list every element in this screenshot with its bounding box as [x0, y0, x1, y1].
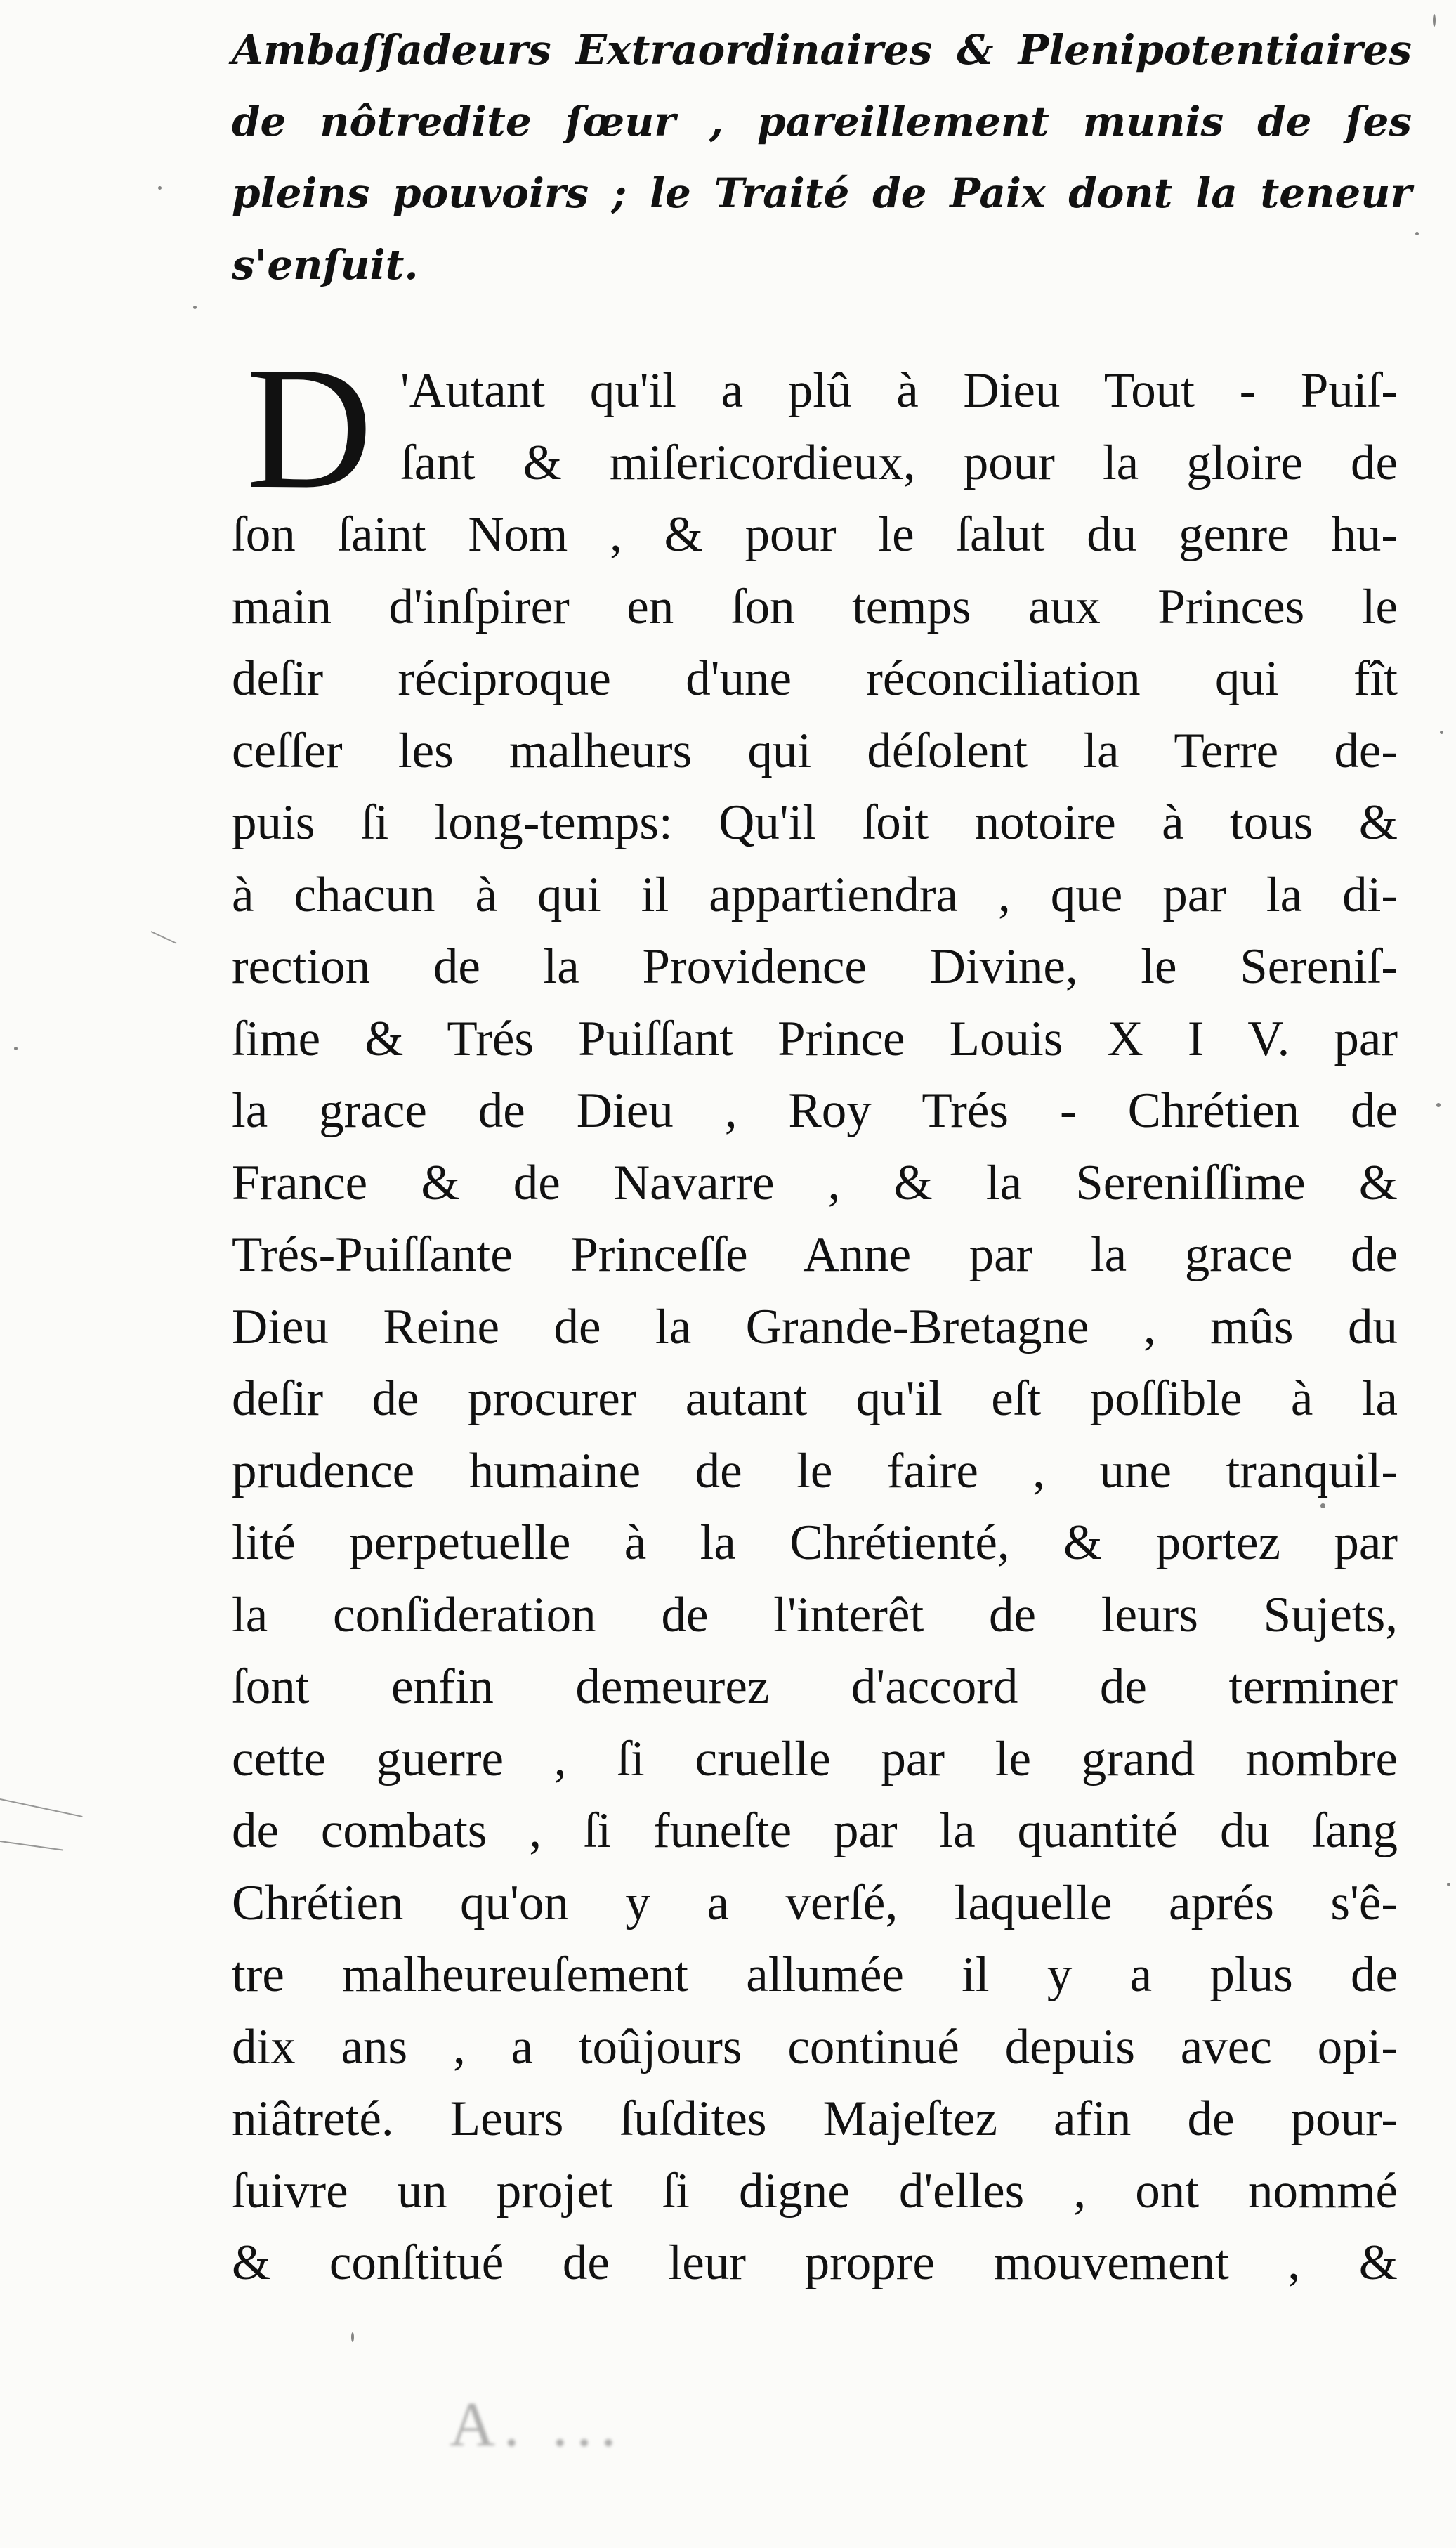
intro-line: pleins pouvoirs ; le Traité de Paix dont la teneur: [232, 169, 1412, 217]
body-line: Dieu Reine de la Grande-Bretagne , mûs du: [232, 1299, 1398, 1354]
body-line: puis ſi long-temps: Qu'il ſoit notoire à tous &: [232, 795, 1398, 850]
body-line: Trés-Puiſſante Princeſſe Anne par la grace de: [232, 1227, 1398, 1282]
scan-speck: [1433, 14, 1436, 27]
intro-line: de nôtredite ſœur , pareillement munis de ſes: [232, 98, 1412, 145]
body-line: la grace de Dieu , Roy Trés - Chrétien de: [232, 1083, 1398, 1138]
scan-speck: [1436, 1103, 1441, 1107]
scan-speck: [14, 1047, 18, 1050]
scan-speck: [1447, 1883, 1450, 1886]
body-line: tre malheureuſement allumée il y a plus de: [232, 1947, 1398, 2002]
scan-speck: [1440, 731, 1443, 734]
body-line: main d'inſpirer en ſon temps aux Princes le: [232, 579, 1398, 634]
scan-speck: [351, 2332, 354, 2342]
body-line: Chrétien qu'on y a verſé, laquelle aprés s'ê-: [232, 1875, 1398, 1930]
body-line: ſon ſaint Nom , & pour le ſalut du genre hu-: [232, 507, 1398, 562]
body-line: la conſideration de l'interêt de leurs Sujets,: [232, 1587, 1398, 1642]
body-line: ſime & Trés Puiſſant Prince Louis X I V. par: [232, 1011, 1398, 1066]
body-line: ſant & miſericordieux, pour la gloire de: [400, 435, 1398, 490]
drop-cap: D: [246, 331, 373, 525]
body-line: rection de la Providence Divine, le Sereniſ-: [232, 939, 1398, 994]
body-line: & conſtitué de leur propre mouvement , &: [232, 2235, 1398, 2290]
bleed-through-smudge: A. ...: [450, 2390, 625, 2459]
body-line: France & de Navarre , & la Sereniſſime &: [232, 1155, 1398, 1210]
intro-paragraph: [232, 14, 1412, 301]
body-line: deſir réciproque d'une réconciliation qui fît: [232, 651, 1398, 706]
scan-edge-mark: [0, 1798, 83, 1817]
scan-edge-mark: [0, 1841, 63, 1851]
scan-speck: [1415, 232, 1419, 235]
body-line: à chacun à qui il appartiendra , que par la di-: [232, 867, 1398, 922]
first-lines: [400, 355, 1398, 499]
body-line: ſont enfin demeurez d'accord de terminer: [232, 1659, 1398, 1714]
intro-line: Ambaſſadeurs Extraordinaires & Plenipotentiaires: [232, 26, 1412, 74]
body-line: prudence humaine de le faire , une tranquil-: [232, 1443, 1398, 1498]
body-line: dix ans , a toûjours continué depuis avec opi-: [232, 2019, 1398, 2075]
body-line: lité perpetuelle à la Chrétienté, & portez par: [232, 1515, 1398, 1570]
scan-speck: [193, 306, 197, 309]
body-paragraph: [232, 499, 1398, 2299]
body-line: ſuivre un projet ſi digne d'elles , ont nommé: [232, 2163, 1398, 2219]
scan-edge-mark: [151, 931, 177, 944]
body-line: 'Autant qu'il a plû à Dieu Tout - Puiſ-: [400, 363, 1398, 418]
scan-speck: [158, 186, 162, 190]
body-line: deſir de procurer autant qu'il eſt poſſible à la: [232, 1371, 1398, 1426]
body-line: cette guerre , ſi cruelle par le grand nombre: [232, 1731, 1398, 1786]
body-line: niâtreté. Leurs ſuſdites Majeſtez afin de pour-: [232, 2091, 1398, 2146]
body-line: de combats , ſi funeſte par la quantité du ſang: [232, 1803, 1398, 1858]
intro-line: s'enſuit.: [232, 241, 419, 289]
body-line: ceſſer les malheurs qui déſolent la Terre de-: [232, 723, 1398, 778]
